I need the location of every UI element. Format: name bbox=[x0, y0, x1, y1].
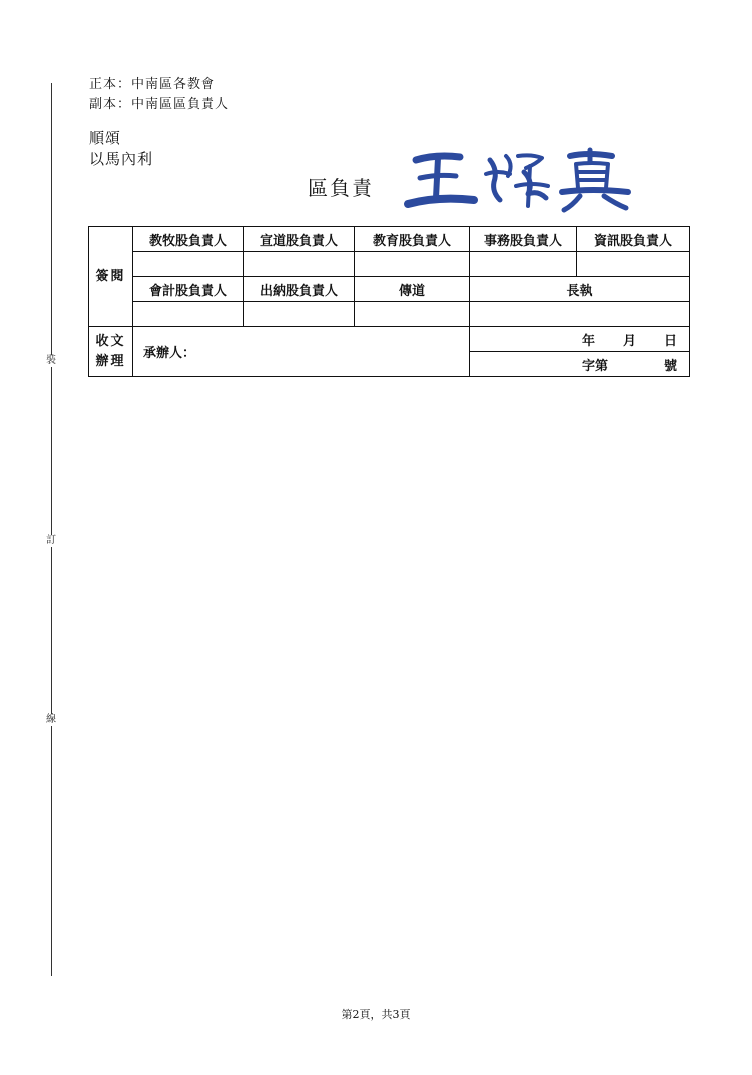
reference-number-cell bbox=[470, 352, 690, 377]
signer-title: 區負責 bbox=[308, 176, 374, 200]
sign-cell-cashier bbox=[244, 302, 355, 327]
greeting-line-2: 以馬內利 bbox=[89, 150, 154, 168]
header-preacher: 傳道 bbox=[355, 277, 470, 302]
header-information: 資訊股負責人 bbox=[577, 227, 690, 252]
handler-label: 承辦人： bbox=[143, 346, 196, 361]
sign-cell-elders bbox=[470, 302, 690, 327]
binding-char-ding: 訂 bbox=[46, 535, 56, 546]
header-mission: 宣道股負責人 bbox=[244, 227, 355, 252]
date-day: 日 bbox=[663, 333, 677, 349]
receipt-label-line1: 收文 bbox=[95, 333, 126, 349]
binding-char-xian: 線 bbox=[46, 714, 56, 725]
receipt-label-line2: 辦理 bbox=[95, 353, 126, 369]
reference-number-label: 號 bbox=[663, 358, 677, 374]
header-accounting: 會計股負責人 bbox=[133, 277, 244, 302]
header-cashier: 出納股負責人 bbox=[244, 277, 355, 302]
main-recipient: 正本：中南區各教會 bbox=[89, 77, 216, 92]
date-year: 年 bbox=[581, 333, 595, 349]
header-elders: 長執 bbox=[470, 277, 690, 302]
reference-char: 字第 bbox=[581, 358, 608, 374]
receipt-date-cell bbox=[470, 327, 690, 352]
page-number: 第2頁，共3頁 bbox=[341, 1008, 411, 1021]
binding-char-zhuang: 裝 bbox=[46, 355, 56, 366]
sign-cell-accounting bbox=[133, 302, 244, 327]
closing-greeting bbox=[89, 128, 153, 170]
routing-table bbox=[88, 226, 690, 377]
sign-cell-pastoral bbox=[133, 252, 244, 277]
sign-cell-information bbox=[577, 252, 690, 277]
greeting-line-1: 順頌 bbox=[89, 129, 122, 147]
header-affairs: 事務股負責人 bbox=[470, 227, 577, 252]
sign-cell-preacher bbox=[355, 302, 470, 327]
header-education: 教育股負責人 bbox=[355, 227, 470, 252]
sign-cell-education bbox=[355, 252, 470, 277]
recipients-block bbox=[89, 75, 229, 115]
handler-cell bbox=[133, 327, 470, 377]
sign-label: 簽閱 bbox=[89, 227, 133, 327]
receipt-label bbox=[89, 327, 133, 377]
header-pastoral: 教牧股負責人 bbox=[133, 227, 244, 252]
date-month: 月 bbox=[622, 333, 636, 349]
sign-cell-mission bbox=[244, 252, 355, 277]
copy-recipient: 副本：中南區區負責人 bbox=[89, 97, 230, 112]
binding-line bbox=[51, 83, 52, 976]
handwritten-signature bbox=[402, 142, 642, 218]
sign-cell-affairs bbox=[470, 252, 577, 277]
